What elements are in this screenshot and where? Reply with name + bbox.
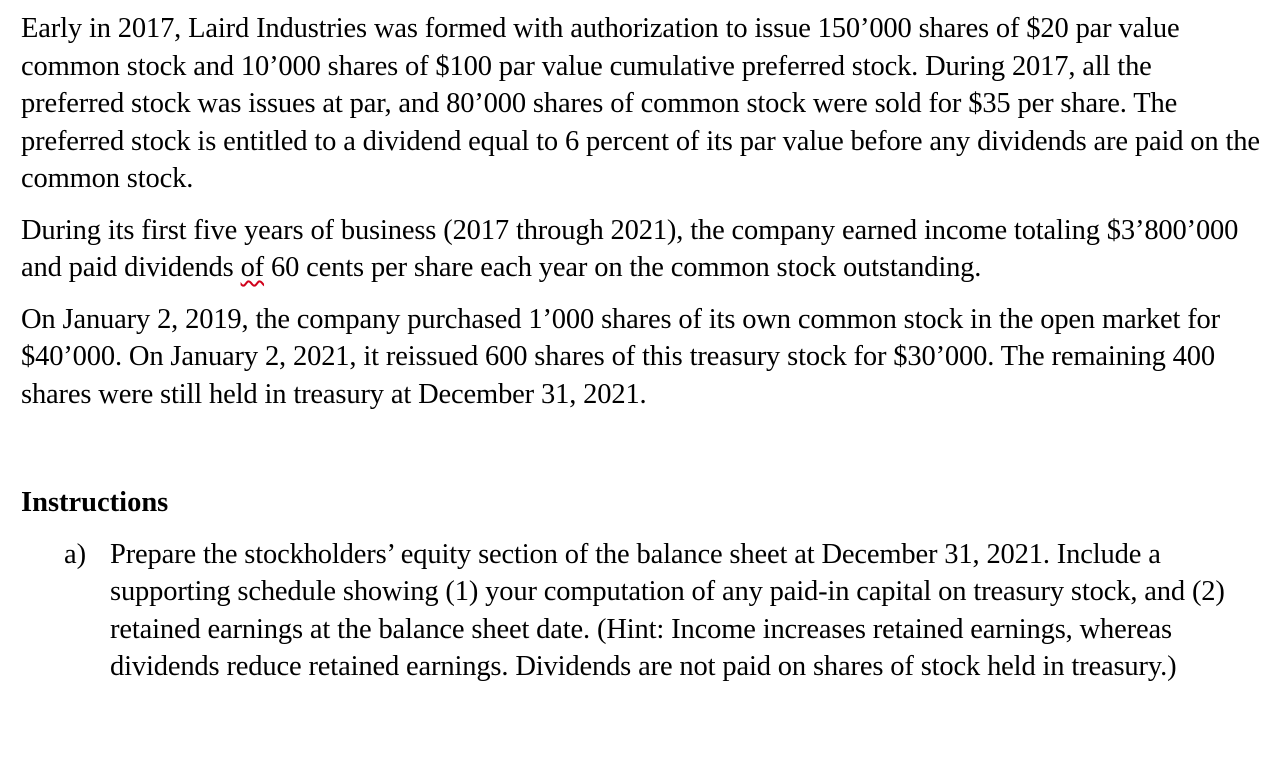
- paragraph-company-formation: Early in 2017, Laird Industries was formed with authorization to issue 150’000 shares of $20 par value common stock and 10’000 shares of $100 par value cumulative preferred stock. During 2017, all the preferred stock was issues at par, and 80’000 shares of common stock were sold for $35 per share. The preferred stock is entitled to a dividend equal to 6 percent of its par value before any dividends are paid on the common stock.: [21, 13, 1260, 194]
- list-item-marker: a): [64, 538, 87, 570]
- instructions-list: [21, 536, 1261, 686]
- spellcheck-flagged-word[interactable]: of: [240, 252, 265, 283]
- instructions-heading: Instructions: [21, 487, 169, 518]
- list-item: Prepare the stockholders’ equity section of the balance sheet at December 31, 2021. Include a supporting schedule showing (1) your computation of any paid-in capital on treasury stock, and (2) retained earnings at the balance sheet date. (Hint: Income increases retained earnings, whereas dividends reduce retained earnings. Dividends are not paid on shares of stock held in treasury.): [110, 538, 1225, 682]
- paragraph-text: 60 cents per share each year on the common stock outstanding.: [264, 252, 982, 283]
- paragraph-text: During its first five years of business (2017 through 2021), the company earned income totaling $3’800’000 and paid dividends: [21, 214, 1239, 283]
- paragraph-income-dividends: [21, 212, 1261, 287]
- document-body: [21, 10, 1261, 686]
- paragraph-treasury-stock: On January 2, 2019, the company purchased 1’000 shares of its own common stock in the open market for $40’000. On January 2, 2021, it reissued 600 shares of this treasury stock for $30’000. The remaining 400 shares were still held in treasury at December 31, 2021.: [21, 303, 1220, 410]
